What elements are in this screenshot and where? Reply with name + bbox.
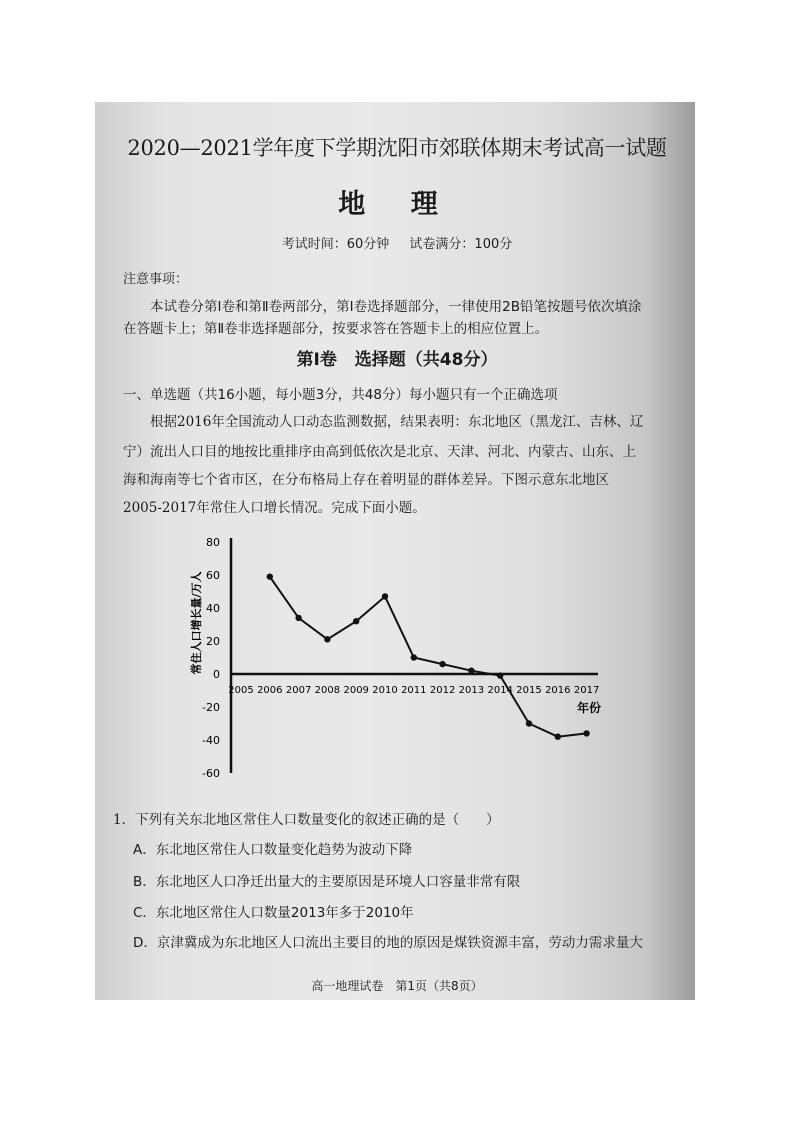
x-tick-label: 2017 (573, 685, 600, 696)
question-1-stem: 1．下列有关东北地区常住人口数量变化的叙述正确的是（ ） (113, 812, 500, 828)
exam-title: 2020—2021学年度下学期沈阳市郊联体期末考试高一试题 (127, 136, 667, 160)
option-b: B．东北地区人口净迁出量大的主要原因是环境人口容量非常有限 (133, 874, 521, 890)
data-point (382, 593, 388, 599)
data-point (583, 730, 589, 736)
y-tick-label: 60 (206, 569, 220, 582)
x-tick-label: 2008 (314, 685, 341, 696)
y-axis-label: 常住人口增长量/万人 (190, 571, 203, 675)
notes-line-2: 在答题卡上；第Ⅱ卷非选择题部分，按要求答在答题卡上的相应位置上。 (123, 321, 549, 337)
x-tick-label: 2016 (545, 685, 571, 696)
data-point (526, 720, 532, 726)
x-tick-label: 2007 (285, 685, 312, 696)
series-line (270, 577, 587, 737)
x-tick-label: 2012 (429, 685, 456, 696)
section-title: 选择题（共48分） (354, 350, 498, 370)
y-tick-label: 20 (206, 635, 220, 648)
exam-score: 试卷满分：100分 (409, 237, 513, 252)
option-d: D．京津冀成为东北地区人口流出主要目的地的原因是煤铁资源丰富，劳动力需求量大 (133, 935, 643, 951)
passage-line-2: 宁）流出人口目的地按比重排序由高到低依次是北京、天津、河北、内蒙古、山东、上 (123, 444, 636, 460)
passage-line-1: 根据2016年全国流动人口动态监测数据，结果表明：东北地区（黑龙江、吉林、辽 (150, 414, 644, 430)
y-tick-label: 0 (213, 668, 220, 681)
data-point (353, 618, 359, 624)
x-tick-label: 2014 (487, 685, 513, 696)
data-point (555, 734, 561, 740)
population-growth-chart (180, 528, 620, 788)
passage-line-4: 2005-2017年常住人口增长情况。完成下面小题。 (123, 500, 426, 516)
x-tick-label: 2009 (343, 685, 369, 696)
data-point (267, 573, 273, 579)
y-tick-label: 40 (206, 602, 220, 615)
passage-line-3: 海和海南等七个省市区，在分布格局上存在着明显的群体差异。下图示意东北地区 (123, 472, 609, 488)
x-axis-label: 年份 (576, 701, 602, 715)
data-point (324, 636, 330, 642)
data-point (411, 654, 417, 660)
section-part: 第Ⅰ卷 (296, 350, 337, 370)
exam-time: 考试时间：60分钟 (281, 237, 390, 252)
y-tick-label: -40 (202, 734, 220, 747)
x-tick-label: 2011 (401, 685, 427, 696)
section-heading (0, 345, 794, 370)
notes-line-1: 本试卷分第Ⅰ卷和第Ⅱ卷两部分，第Ⅰ卷选择题部分，一律使用2B铅笔按题号依次填涂 (150, 299, 642, 315)
x-tick-label: 2006 (257, 685, 283, 696)
instruction: 一、单选题（共16小题，每小题3分，共48分）每小题只有一个正确选项 (123, 387, 558, 403)
y-tick-label: 80 (206, 536, 220, 549)
notes-heading: 注意事项： (123, 272, 189, 287)
data-point (497, 672, 503, 678)
data-point (295, 615, 301, 621)
y-tick-label: -20 (202, 701, 220, 714)
x-tick-label: 2015 (516, 685, 542, 696)
page-footer: 高一地理试卷 第1页（共8页） (311, 979, 483, 993)
data-point (468, 668, 474, 674)
y-tick-label: -60 (202, 767, 220, 780)
x-tick-label: 2013 (458, 685, 485, 696)
data-point (439, 661, 445, 667)
x-tick-label: 2005 (228, 685, 254, 696)
option-c: C．东北地区常住人口数量2013年多于2010年 (133, 905, 414, 921)
option-a: A．东北地区常住人口数量变化趋势为波动下降 (133, 842, 413, 858)
x-tick-label: 2010 (372, 685, 398, 696)
subject-title: 地 理 (338, 189, 456, 220)
exam-meta (0, 233, 794, 252)
